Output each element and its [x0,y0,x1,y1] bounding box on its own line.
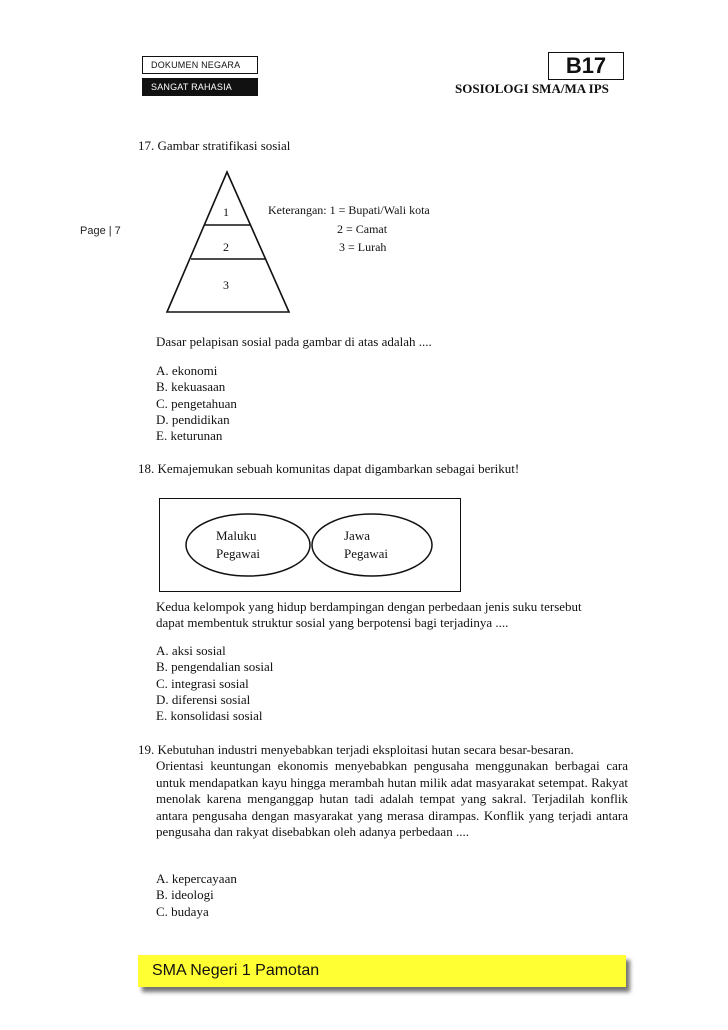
question-17-stem: Dasar pelapisan sosial pada gambar di atas adalah .... [156,334,432,349]
school-footer [138,955,626,987]
question-19-number: 19. [138,742,155,757]
group-2-occupation: Pegawai [344,546,389,561]
legend-line-1: Keterangan: 1 = Bupati/Wali kota [268,203,430,217]
option-c: C. integrasi sosial [156,675,249,691]
group-2-label [344,527,388,563]
pyramid-level-2: 2 [223,240,229,254]
option-d: D. pendidikan [156,411,230,427]
question-17-title: 17. Gambar stratifikasi sosial [138,138,291,153]
pyramid-level-1: 1 [223,205,229,219]
legend-line-3: 3 = Lurah [339,240,387,254]
option-b: B. kekuasaan [156,379,226,395]
stratification-pyramid [165,170,295,314]
document-label: DOKUMEN NEGARA [151,60,241,70]
pyramid-level-3: 3 [223,278,229,292]
document-label-box [142,56,258,74]
legend-line-2: 2 = Camat [337,222,388,236]
group-2-ethnicity: Jawa [344,528,370,543]
option-b: B. ideologi [156,887,214,903]
group-1-label [216,527,260,563]
question-19-first-line [138,742,628,759]
question-18-stem-line-1: Kedua kelompok yang hidup berdampingan dengan perbedaan jenis suku tersebut [156,599,582,614]
option-a: A. aksi sosial [156,643,226,658]
question-19-options [156,871,237,920]
group-1-occupation: Pegawai [216,546,261,561]
option-c: C. pengetahuan [156,395,237,411]
community-diagram [159,498,461,592]
option-b: B. pengendalian sosial [156,659,274,675]
option-c: C. budaya [156,903,209,919]
secret-label: SANGAT RAHASIA [151,82,232,92]
question-18-stem-line-2: dapat membentuk struktur sosial yang berpotensi bagi terjadinya .... [156,615,509,630]
question-17-options [156,363,237,444]
exam-code: B17 [548,52,624,80]
option-e: E. konsolidasi sosial [156,708,263,724]
community-ellipses [160,499,460,591]
option-d: D. diferensi sosial [156,691,251,707]
question-19-intro: Kebutuhan industri menyebabkan terjadi eksploitasi hutan secara besar-besaran. [157,742,574,757]
question-18-title: 18. Kemajemukan sebuah komunitas dapat digambarkan sebagai berikut! [138,461,520,476]
option-a: A. ekonomi [156,363,218,378]
question-19-paragraph: Orientasi keuntungan ekonomis menyebabkan pengusaha menggunakan berbagai cara untuk mendapatkan kayu hingga merambah hutan milik adat masyarakat setempat. Rakyat menolak karena menganggap hutan tadi adalah tempat yang sakral. Terjadilah konflik antara pengusaha dengan masyarakat yang merasa dirampas. Konflik yang terjadi antara pengusaha dan rakyat disebabkan oleh adanya perbedaan .... [156,758,628,839]
group-1-ethnicity: Maluku [216,528,257,543]
secret-label-box [142,78,258,96]
question-18-options [156,643,273,724]
option-e: E. keturunan [156,428,223,444]
school-name: SMA Negeri 1 Pamotan [152,962,320,979]
subject-title: SOSIOLOGI SMA/MA IPS [455,81,609,96]
page-number: Page | 7 [80,225,121,237]
option-a: A. kepercayaan [156,871,237,886]
